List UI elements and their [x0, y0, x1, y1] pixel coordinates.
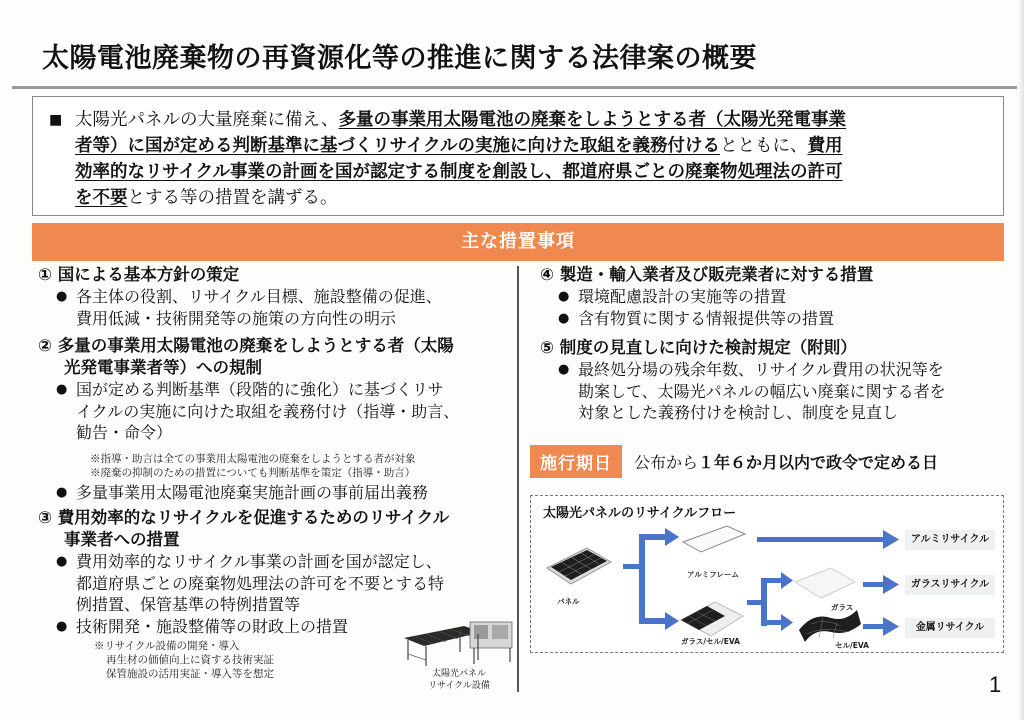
summary-text: 太陽光パネルの大量廃棄に備え、多量の事業用太陽電池の廃棄をしようとする者（太陽光発電事業 [75, 110, 847, 130]
list-item: ● 各主体の役割、リサイクル目標、施設整備の促進、 費用低減・技術開発等の施策の方向性の明示 [56, 287, 442, 328]
section-4-heading: ④ 製造・輸入業者及び販売業者に対する措置 [540, 265, 874, 284]
bullet-icon: ● [56, 618, 68, 634]
summary-text: 者等）に国が定める判断基準に基づくリサイクルの実施に向けた取組を義務付けるとともに、費用 [75, 136, 843, 156]
section-5-heading: ⑤ 制度の見直しに向けた検討規定（附則） [540, 338, 857, 357]
list-item: ● 多量事業用太陽電池廃棄実施計画の事前届出義務 [56, 482, 429, 502]
title-divider [12, 86, 1017, 89]
equipment-caption: 太陽光パネル リサイクル設備 [428, 669, 490, 691]
bullet-icon: ● [56, 382, 68, 397]
recycle-flow-diagram [530, 495, 1004, 653]
glass-icon [795, 568, 855, 598]
result-aluminum-recycle: アルミリサイクル [905, 530, 995, 550]
effective-date-badge: 施行期日 [530, 445, 622, 478]
bullet-icon: ● [56, 289, 68, 304]
label-panel: パネル [557, 597, 580, 606]
bullet-icon: ● [56, 484, 68, 500]
flow-arrow-icon [623, 528, 679, 630]
flow-arrow-icon [747, 572, 793, 631]
list-item: ● 技術開発・施設整備等の財政上の措置 [56, 616, 349, 636]
cell-eva-icon [799, 610, 861, 642]
summary-line [47, 107, 989, 133]
section-banner: 主な措置事項 [32, 223, 1004, 261]
label-glass: ガラス [831, 603, 854, 612]
section-2-notes: ※指導・助言は全ての事業用太陽電池の廃棄をしようとする者が対象 ※廃棄の抑制のための措置についても判断基準を策定（指導・助言） [90, 452, 416, 479]
list-item: ● 最終処分場の残余年数、リサイクル費用の状況等を 勘案して、太陽光パネルの幅広い廃棄に関する者を 対象とした義務付けを検討し、制度を見直し [558, 360, 946, 422]
section-3-heading-cont: 事業者への措置 [64, 530, 180, 549]
bullet-icon: ● [558, 289, 570, 304]
right-column [540, 264, 1010, 424]
summary-text: を不要とする等の措置を講ずる。 [75, 188, 338, 208]
section-3-notes: ※リサイクル設備の開発・導入 再生材の価値向上に資する技術実証 保管施設の活用実証・導入等を想定 [94, 640, 274, 680]
label-glass-cell-eva: ガラス/セル/EVA [681, 637, 740, 646]
flow-arrow-icon [757, 530, 899, 549]
list-item: ● 含有物質に関する情報提供等の措置 [558, 308, 835, 328]
label-aluminum-frame: アルミフレーム [687, 570, 739, 579]
summary-box [32, 96, 1004, 216]
page-title: 太陽電池廃棄物の再資源化等の推進に関する法律案の概要 [42, 43, 757, 74]
section-2-heading-cont: 光発電事業者等）への規制 [64, 358, 262, 377]
summary-line [47, 159, 989, 185]
result-metal-recycle: 金属リサイクル [905, 618, 995, 638]
solar-panel-icon [547, 548, 611, 584]
summary-line [47, 133, 989, 159]
section-1-heading: ① 国による基本方針の策定 [38, 265, 240, 284]
list-item: ● 国が定める判断基準（段階的に強化）に基づくリサ イクルの実施に向けた取組を義務付け（指導・助言、 勧告・命令） [56, 380, 460, 442]
effective-date [530, 445, 938, 478]
list-item: ● 費用効率的なリサイクル事業の計画を国が認定し、 都道府県ごとの廃棄物処理法の許可を不要とする特 例措置、保管基準の特例措置等 [56, 552, 445, 614]
scan-edge [1018, 0, 1024, 720]
result-glass-recycle: ガラスリサイクル [905, 575, 995, 595]
flow-arrow-icon [863, 575, 899, 636]
page-number: 1 [989, 672, 1002, 697]
square-bullet-icon: ■ [49, 112, 63, 128]
recycling-equipment-image [400, 616, 516, 670]
aluminum-frame-icon [683, 526, 745, 552]
glass-cell-eva-icon [681, 602, 743, 636]
section-3-heading: ③ 費用効率的なリサイクルを促進するためのリサイクル [38, 508, 450, 527]
summary-text: 効率的なリサイクル事業の計画を国が認定する制度を創設し、都道府県ごとの廃棄物処理法の許可 [75, 162, 843, 182]
effective-date-text: 公布から１年６か月以内で政令で定める日 [634, 453, 939, 472]
list-item: ● 環境配慮設計の実施等の措置 [558, 287, 787, 306]
bullet-icon: ● [558, 362, 570, 377]
column-divider [517, 266, 519, 692]
flow-title: 太陽光パネルのリサイクルフロー [543, 506, 737, 521]
summary-line [47, 185, 989, 211]
section-2-heading: ② 多量の事業用太陽電池の廃棄をしようとする者（太陽 [38, 336, 454, 355]
bullet-icon: ● [558, 310, 570, 326]
label-cell-eva: セル/EVA [835, 641, 869, 650]
bullet-icon: ● [56, 554, 68, 569]
